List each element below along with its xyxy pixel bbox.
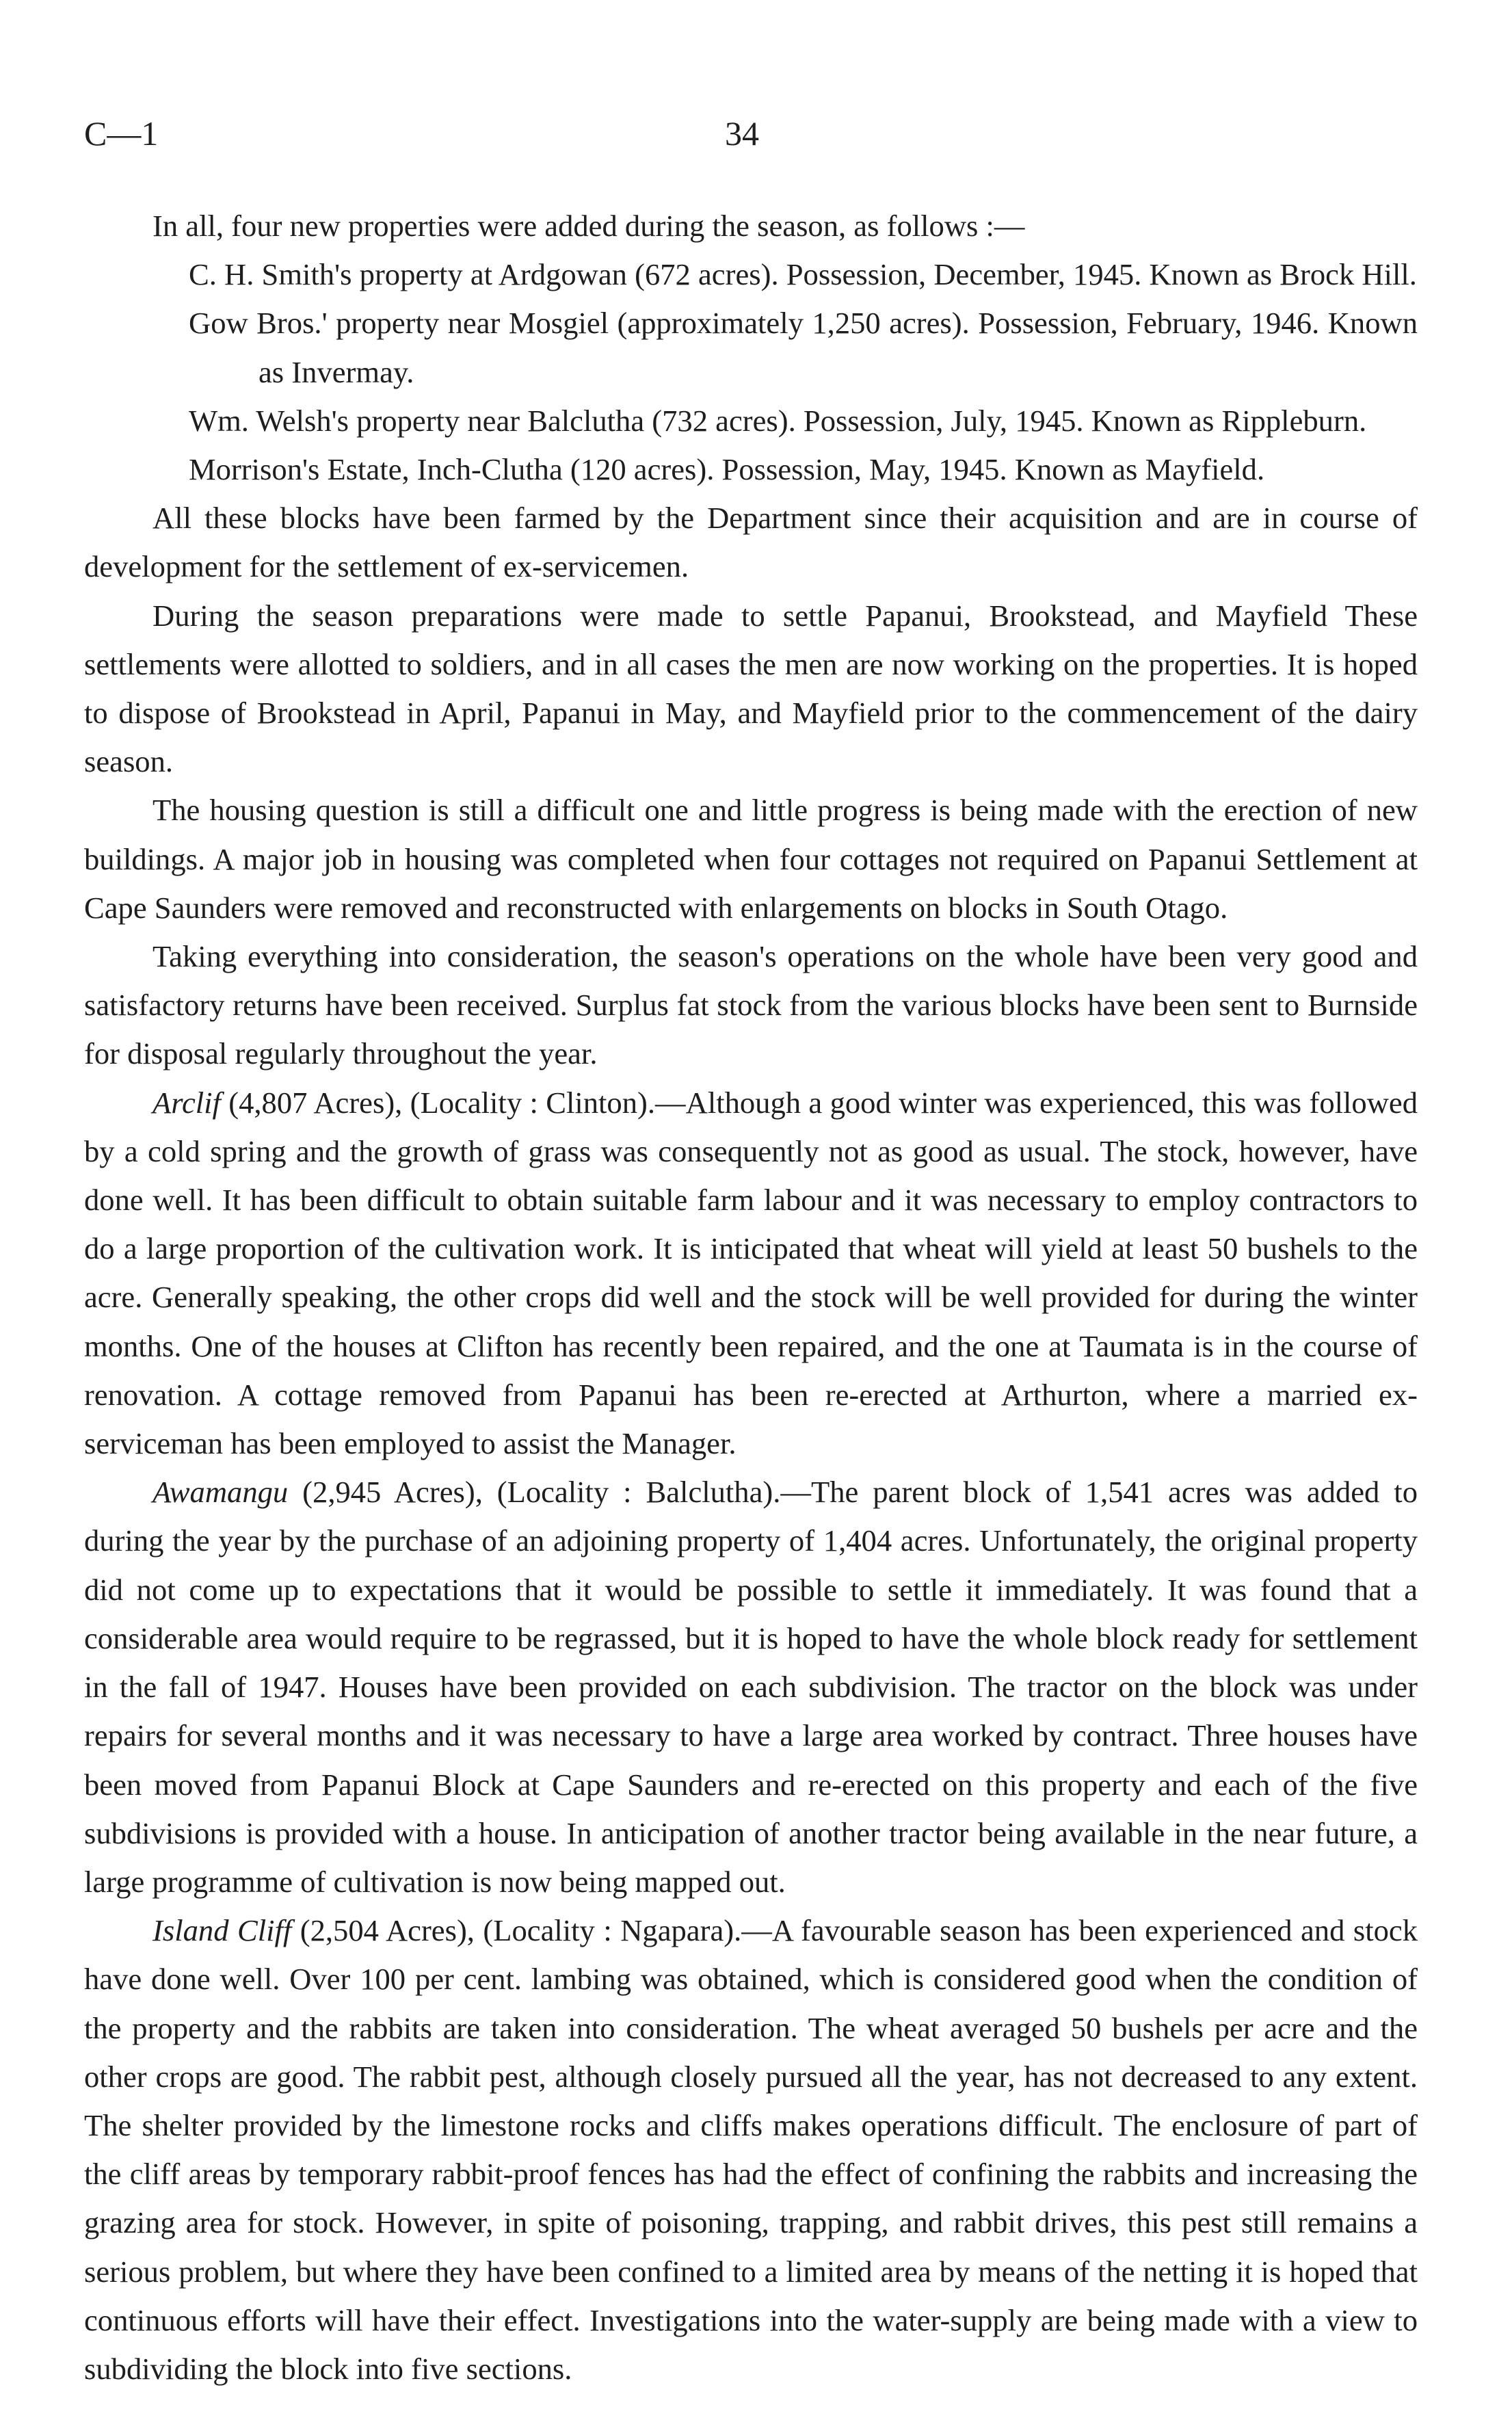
property-entry: Morrison's Estate, Inch-Clutha (120 acres). Possession, May, 1945. Known as Mayfield. <box>189 452 1265 487</box>
development-paragraph: All these blocks have been farmed by the Department since their acquisition and are in course of development for the settlement of ex-servicemen. <box>84 501 1418 584</box>
property-entry: C. H. Smith's property at Ardgowan (672 acres). Possession, December, 1945. Known as Brock Hill. <box>189 257 1417 292</box>
document-code: C—1 <box>84 114 159 153</box>
property-entry: Gow Bros.' property near Mosgiel (approximately 1,250 acres). Possession, February, 1946. Known as Invermay. <box>189 306 1418 389</box>
new-properties-list <box>84 250 1418 494</box>
block-description: (4,807 Acres), (Locality : Clinton).—Although a good winter was experienced, this was followed by a cold spring and the growth of grass was consequently not as good as usual. The stock, however, have done well. It has been difficult to obtain suitable farm labour and it was necessary to employ contractors to do a large proportion of the cultivation work. It is inticipated that wheat will yield at least 50 bushels to the acre. Generally speaking, the other crops did well and the stock will be well provided for during the winter months. One of the houses at Clifton has recently been repaired, and the one at Taumata is in the course of renovation. A cottage removed from Papanui has been re-erected at Arthurton, where a married ex-serviceman has been employed to assist the Manager. <box>84 1085 1418 1461</box>
block-paragraph-arclif <box>84 1079 1418 1469</box>
season-summary-paragraph: Taking everything into consideration, the season's operations on the whole have been very good and satisfactory returns have been received. Surplus fat stock from the various blocks have been sent to Burnside for disposal regularly throughout the year. <box>84 939 1418 1071</box>
block-paragraph-island-cliff <box>84 1906 1418 2393</box>
housing-paragraph: The housing question is still a difficult one and little progress is being made with the erection of new buildings. A major job in housing was completed when four cottages not required on Papanui Settlement at Cape Saunders were removed and reconstructed with enlargements on blocks in South Otago. <box>84 793 1418 925</box>
body-text <box>84 202 1418 2393</box>
settlement-paragraph: During the season preparations were made to settle Papanui, Brookstead, and Mayfield These settlements were allotted to soldiers, and in all cases the men are now working on the properties. It is hoped to dispose of Brookstead in April, Papanui in May, and Mayfield prior to the commencement of the dairy season. <box>84 598 1418 779</box>
block-paragraph-awamangu <box>84 1468 1418 1906</box>
block-name: Island Cliff <box>152 1913 292 1948</box>
page-header <box>0 113 1512 168</box>
intro-paragraph: In all, four new properties were added during the season, as follows :— <box>152 209 1025 243</box>
block-name: Arclif <box>152 1085 221 1120</box>
block-description: (2,504 Acres), (Locality : Ngapara).—A favourable season has been experienced and stock have done well. Over 100 per cent. lambing was obtained, which is considered good when the condition of the property and the rabbits are taken into consideration. The wheat averaged 50 bushels per acre and the other crops are good. The rabbit pest, although closely pursued all the year, has not decreased to any extent. The shelter provided by the limestone rocks and cliffs makes operations difficult. The enclosure of part of the cliff areas by temporary rabbit-proof fences has had the effect of confining the rabbits and increasing the grazing area for stock. However, in spite of poisoning, trapping, and rabbit drives, this pest still remains a serious problem, but where they have been confined to a limited area by means of the netting it is hoped that continuous efforts will have their effect. Investigations into the water-supply are being made with a view to subdividing the block into five sections. <box>84 1913 1418 2386</box>
block-name: Awamangu <box>152 1475 289 1510</box>
page-number: 34 <box>725 114 759 153</box>
property-entry: Wm. Welsh's property near Balclutha (732 acres). Possession, July, 1945. Known as Rippleburn. <box>189 403 1367 438</box>
block-description: (2,945 Acres), (Locality : Balclutha).—The parent block of 1,541 acres was added to during the year by the purchase of an adjoining property of 1,404 acres. Unfortunately, the original property did not come up to expectations that it would be possible to settle it immediately. It was found that a considerable area would require to be regrassed, but it is hoped to have the whole block ready for settlement in the fall of 1947. Houses have been provided on each subdivision. The tractor on the block was under repairs for several months and it was necessary to have a large area worked by contract. Three houses have been moved from Papanui Block at Cape Saunders and re-erected on this property and each of the five subdivisions is provided with a house. In anticipation of another tractor being available in the near future, a large programme of cultivation is now being mapped out. <box>84 1475 1418 1899</box>
